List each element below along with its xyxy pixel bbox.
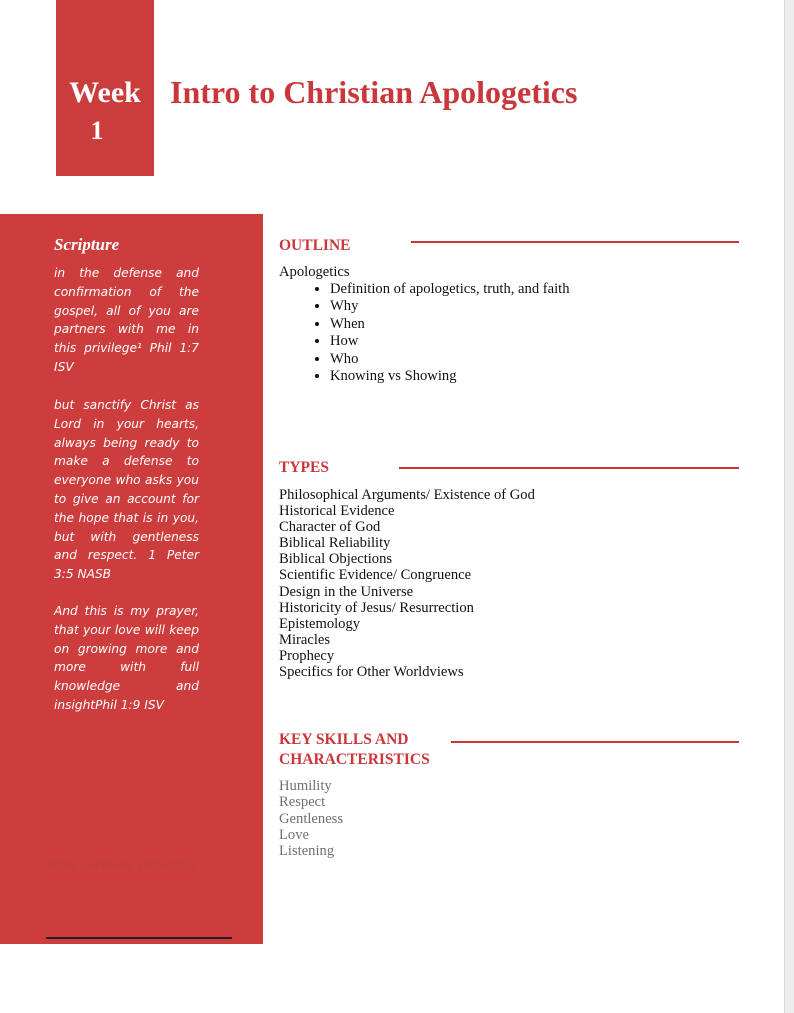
list-item: • Who (330, 351, 570, 368)
list-item: Philosophical Arguments/ Existence of God (279, 487, 535, 503)
types-heading: TYPES (279, 459, 329, 476)
list-item: Miracles (279, 631, 331, 648)
list-item: Biblical Reliability (279, 535, 391, 552)
list-item: Prophecy (279, 647, 335, 664)
list-item: Biblical Objections (279, 551, 393, 568)
outline-list (279, 281, 570, 385)
skills-heading-line1: KEY SKILLS AND (279, 731, 409, 748)
page-title: Intro to Christian Apologetics (170, 74, 578, 110)
list-item: • Definition of apologetics, truth, and faith (330, 281, 570, 298)
outline-top-item: Apologetics (279, 264, 350, 280)
list-item: • Knowing vs Showing (330, 368, 570, 385)
list-item: Specifics for Other Worldviews (279, 664, 464, 681)
week-badge (56, 0, 154, 176)
list-item: Historical Evidence (279, 503, 395, 520)
list-item: Historicity of Jesus/ Resurrection (279, 599, 474, 616)
week-number: 1 (90, 116, 104, 145)
skills-heading (279, 730, 430, 770)
list-item: • Why (330, 298, 570, 315)
list-item: Humility (279, 778, 332, 794)
scripture-heading: Scripture (54, 235, 120, 254)
list-item: Love (279, 826, 309, 843)
outline-heading: OUTLINE (279, 237, 351, 254)
week-label: Week (69, 76, 141, 109)
scripture-sidebar (0, 214, 263, 944)
list-item: Design in the Universe (279, 583, 414, 600)
divider-line (46, 937, 232, 939)
list-item: Listening (279, 843, 335, 860)
list-item: • How (330, 333, 570, 350)
scripture-verse: but sanctify Christ as Lord in your hearts, always being ready to make a defense to everyone who asks you to give an account for the hope that is in you, but with gentleness and respect. 1 Peter 3:5 NASB (54, 398, 199, 582)
list-item: Gentleness (279, 810, 344, 827)
types-rule (399, 467, 739, 469)
list-item: Epistemology (279, 615, 361, 632)
list-item: • When (330, 316, 570, 333)
skills-list (279, 778, 343, 859)
types-list (279, 487, 535, 680)
skills-rule (451, 741, 739, 743)
skills-heading-line2: CHARACTERISTICS (279, 751, 430, 768)
scripture-verse: in the defense and confirmation of the gospel, all of you are partners with me in this privilege¹ Phil 1:7 ISV (54, 266, 199, 374)
outline-rule (411, 241, 739, 243)
list-item: Character of God (279, 519, 381, 536)
list-item: Respect (279, 794, 326, 811)
copyright-notice: © Mark Lundborg 2020-2023 (34, 857, 196, 872)
scripture-verse: And this is my prayer, that your love will keep on growing more and more with full knowledge and insightPhil 1:9 ISV (54, 604, 199, 712)
list-item: Scientific Evidence/ Congruence (279, 567, 472, 584)
